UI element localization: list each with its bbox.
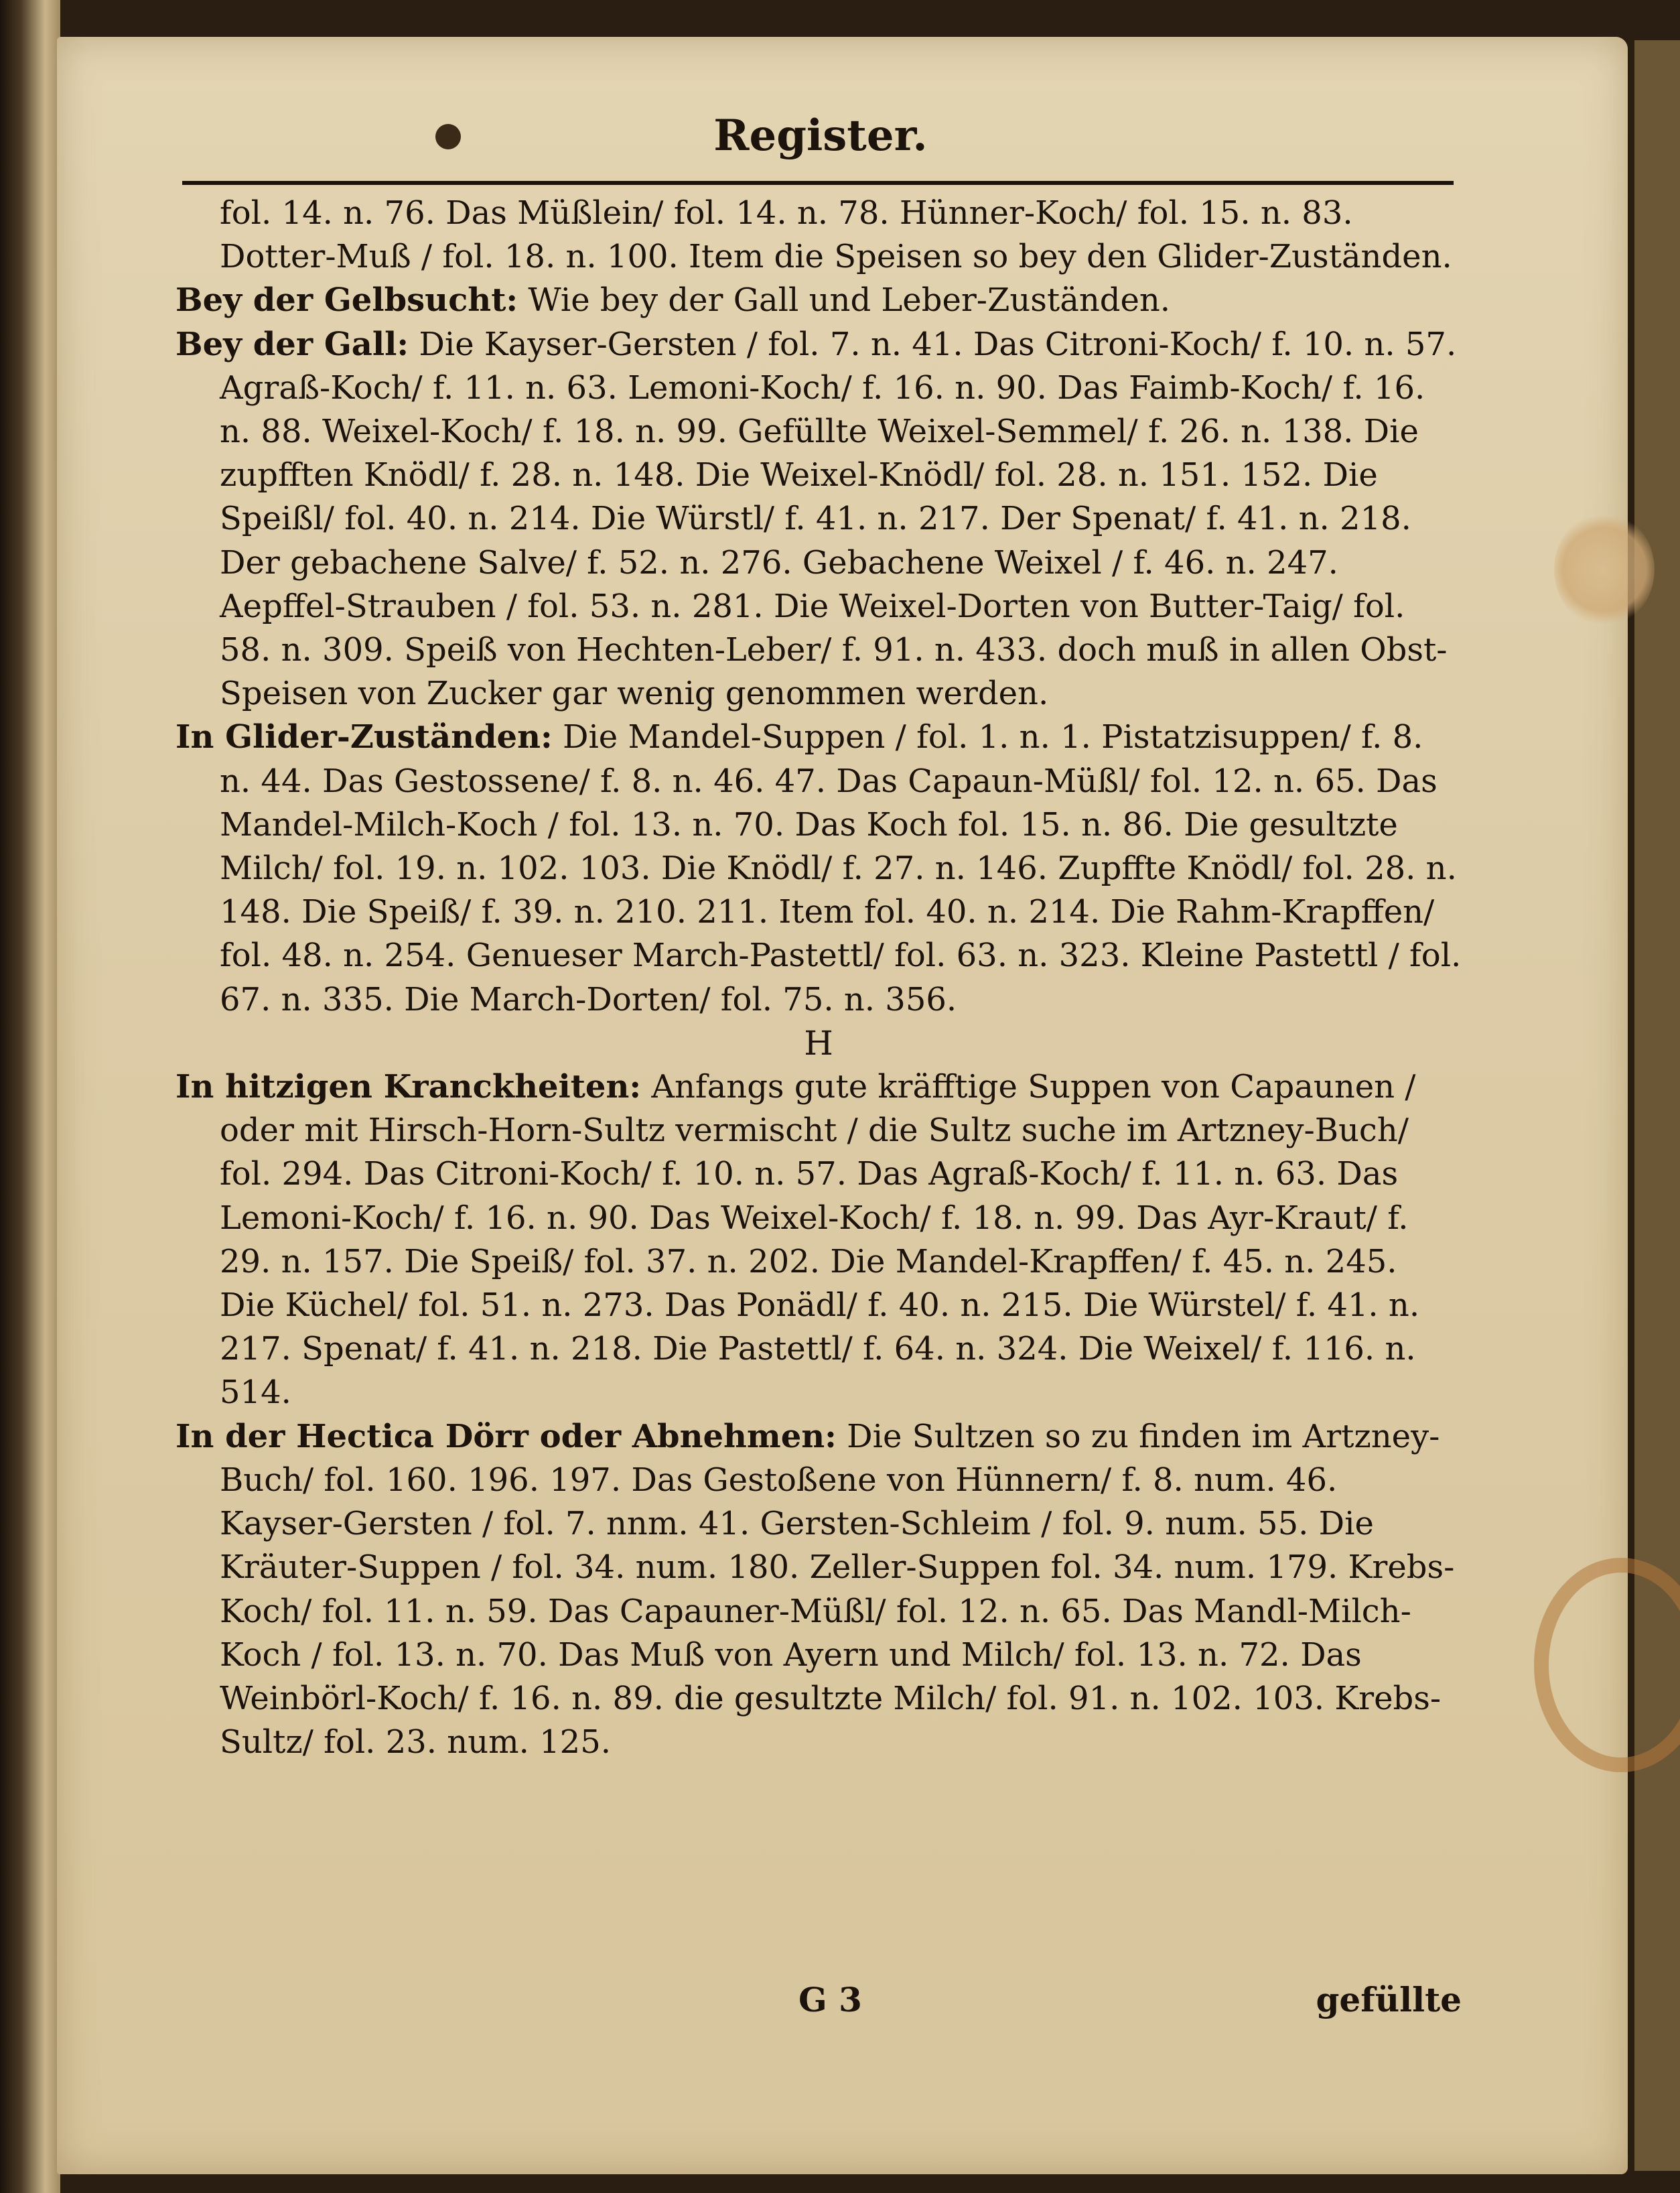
entry-text: Die Mandel-Suppen / fol. 1. n. 1. Pistatzisuppen/ f. 8. n. 44. Das Gestossene/ f. 8. n. 46. 47. Das Capaun-Müßl/ fol. 12. n. 65. Das Mandel-Milch-Koch / fol. 13. n. 70. Das Koch fol. 15. n. 86. Die gesultzte Milch/ fol. 19. n. 102. 103. Die Knödl/ f. 27. n. 146. Zupffte Knödl/ fol. 28. n. 148. Die Speiß/ f. 39. n. 210. 211. Item fol. 40. n. 214. Die Rahm-Krapffen/ fol. 48. n. 254. Genueser March-Pastettl/ fol. 63. n. 323. Kleine Pastettl / fol. 67. n. 335. Die March-Dorten/ fol. 75. n. 356.	[220, 718, 1462, 1018]
ring-stain	[1534, 1558, 1680, 1772]
register-text	[176, 192, 1462, 1764]
entry-text: Die Kayser-Gersten / fol. 7. n. 41. Das Citroni-Koch/ f. 10. n. 57. Agraß-Koch/ f. 11. n. 63. Lemoni-Koch/ f. 16. n. 90. Das Faimb-Koch/ f. 16. n. 88. Weixel-Koch/ f. 18. n. 99. Gefüllte Weixel-Semmel/ f. 26. n. 138. Die zupfften Knödl/ f. 28. n. 148. Die Weixel-Knödl/ fol. 28. n. 151. 152. Die Speißl/ fol. 40. n. 214. Die Würstl/ f. 41. n. 217. Der Spenat/ f. 41. n. 218. Der gebachene Salve/ f. 52. n. 276. Gebachene Weixel / f. 46. n. 247. Aepffel-Strauben / fol. 53. n. 281. Die Weixel-Dorten von Butter-Taig/ fol. 58. n. 309. Speiß von Hechten-Leber/ f. 91. n. 433. doch muß in allen Obst-Speisen von Zucker gar wenig genommen werden.	[220, 325, 1457, 713]
entry-term: In Glider-Zuständen:	[176, 718, 553, 756]
book-spine	[0, 0, 60, 2193]
page-edge	[1634, 40, 1680, 2171]
water-stain	[1554, 513, 1655, 626]
page-footer	[176, 1980, 1462, 2027]
register-entry-continued	[176, 192, 1462, 279]
header-rule	[182, 181, 1454, 185]
section-letter: H	[804, 1023, 833, 1063]
entry-term: Bey der Gall:	[176, 325, 409, 363]
page-title: Register.	[713, 111, 928, 161]
catchword: gefüllte	[1316, 1980, 1462, 2019]
register-entry	[176, 716, 1462, 1021]
register-entry	[176, 1065, 1462, 1415]
entry-text: fol. 14. n. 76. Das Müßlein/ fol. 14. n. 78. Hünner-Koch/ fol. 15. n. 83. Dotter-Muß / fol. 18. n. 100. Item die Speisen so bey den Glider-Zuständen.	[220, 194, 1452, 276]
register-entry	[176, 1415, 1462, 1765]
ink-blot	[435, 124, 461, 149]
entry-term: Bey der Gelbsucht:	[176, 281, 518, 320]
entry-text: Wie bey der Gall und Leber-Zuständen.	[528, 281, 1171, 320]
register-entry	[176, 323, 1462, 716]
entry-text: Anfangs gute kräfftige Suppen von Capaunen / oder mit Hirsch-Horn-Sultz vermischt / die Sultz suche im Artzney-Buch/ fol. 294. Das Citroni-Koch/ f. 10. n. 57. Das Agraß-Koch/ f. 11. n. 63. Das Lemoni-Koch/ f. 16. n. 90. Das Weixel-Koch/ f. 18. n. 99. Das Ayr-Kraut/ f. 29. n. 157. Die Speiß/ fol. 37. n. 202. Die Mandel-Krapffen/ f. 45. n. 245. Die Küchel/ fol. 51. n. 273. Das Ponädl/ f. 40. n. 215. Die Würstel/ f. 41. n. 217. Spenat/ f. 41. n. 218. Die Pastettl/ f. 64. n. 324. Die Weixel/ f. 116. n. 514.	[220, 1068, 1420, 1412]
signature-mark: G 3	[798, 1980, 862, 2019]
entry-term: In hitzigen Kranckheiten:	[176, 1068, 642, 1106]
entry-text: Die Sultzen so zu finden im Artzney-Buch/ fol. 160. 196. 197. Das Gestoßene von Hünnern/ f. 8. num. 46. Kayser-Gersten / fol. 7. nnm. 41. Gersten-Schleim / fol. 9. num. 55. Die Kräuter-Suppen / fol. 34. num. 180. Zeller-Suppen fol. 34. num. 179. Krebs-Koch/ fol. 11. n. 59. Das Capauner-Müßl/ fol. 12. n. 65. Das Mandl-Milch-Koch / fol. 13. n. 70. Das Muß von Ayern und Milch/ fol. 13. n. 72. Das Weinbörl-Koch/ f. 16. n. 89. die gesultzte Milch/ fol. 91. n. 102. 103. Krebs-Sultz/ fol. 23. num. 125.	[220, 1417, 1455, 1762]
entry-term: In der Hectica Dörr oder Abnehmen:	[176, 1417, 837, 1455]
register-entry	[176, 279, 1462, 322]
